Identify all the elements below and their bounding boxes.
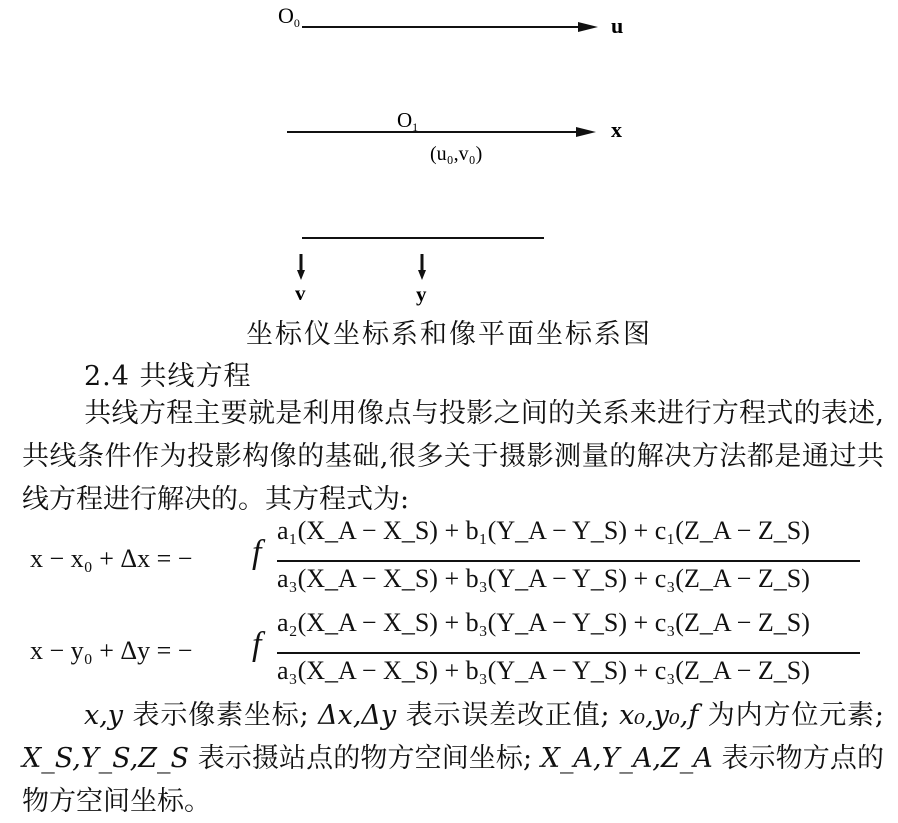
x-axis-arrow — [576, 127, 596, 137]
u-axis-arrow — [578, 22, 598, 32]
y-label: y — [416, 282, 427, 306]
definition-station-coords: 表示摄站点的物方空间坐标; — [189, 743, 541, 774]
definition-object-coords: 表示物方点的物方空间坐标。 — [22, 743, 884, 817]
equation-2-fraction-bar — [277, 652, 860, 654]
y-axis-arrow — [418, 270, 426, 280]
definition-dxdy: 表示误差改正值; — [396, 700, 620, 731]
paragraph-1-text: 共线方程主要就是利用像点与投影之间的关系来进行方程式的表述,共线条件作为投影构像的基础,很多关于摄影测量的解决方法都是通过共线方程进行解决的。其方程式为: — [22, 398, 884, 515]
symbol-station-coords: X_S,Y_S,Z_S — [22, 743, 190, 774]
o1-label: O1 — [397, 108, 419, 134]
equation-2-lhs: x − y₀ + Δy = − — [30, 636, 193, 665]
figure-caption: 坐标仪坐标系和像平面坐标系图 — [246, 319, 652, 350]
equation-1-f: f — [252, 534, 262, 571]
v-label: v — [295, 281, 306, 305]
u-label: u — [611, 13, 624, 38]
equation-2-denominator: a₃(X_A − X_S) + b₃(Y_A − Y_S) + c₃(Z_A − Z_S) — [277, 656, 810, 685]
equation-1 — [30, 516, 870, 612]
o0-label: O0 — [278, 3, 300, 30]
principal-point-label: (u₀,v₀) — [430, 143, 483, 165]
symbol-xy: x,y — [84, 700, 124, 731]
symbol-dxdy: Δx,Δy — [318, 700, 397, 731]
definition-interior-orientation: 为内方位元素; — [698, 700, 884, 731]
equation-2-f: f — [252, 626, 262, 663]
symbol-object-coords: X_A,Y_A,Z_A — [540, 743, 713, 774]
equation-2-numerator: a₂(X_A − X_S) + b₃(Y_A − Y_S) + c₃(Z_A − Z_S) — [277, 608, 810, 637]
symbol-interior-orientation: x₀,y₀,f — [619, 700, 699, 731]
paragraph-collinearity-intro — [22, 392, 884, 521]
coordinate-system-diagram — [0, 0, 898, 312]
section-heading: 2.4 共线方程 — [84, 361, 252, 392]
equation-1-numerator: a₁(X_A − X_S) + b₁(Y_A − Y_S) + c₁(Z_A − Z_S) — [277, 516, 810, 545]
definition-xy: 表示像素坐标; — [123, 700, 319, 731]
equation-1-denominator: a₃(X_A − X_S) + b₃(Y_A − Y_S) + c₃(Z_A − Z_S) — [277, 564, 810, 593]
equation-2 — [30, 608, 870, 704]
x-label: x — [611, 117, 622, 142]
v-axis-arrow — [297, 270, 305, 280]
equation-1-fraction-bar — [277, 560, 860, 562]
paragraph-symbol-definitions — [22, 694, 884, 823]
equation-1-lhs: x − x₀ + Δx = − — [30, 544, 193, 573]
